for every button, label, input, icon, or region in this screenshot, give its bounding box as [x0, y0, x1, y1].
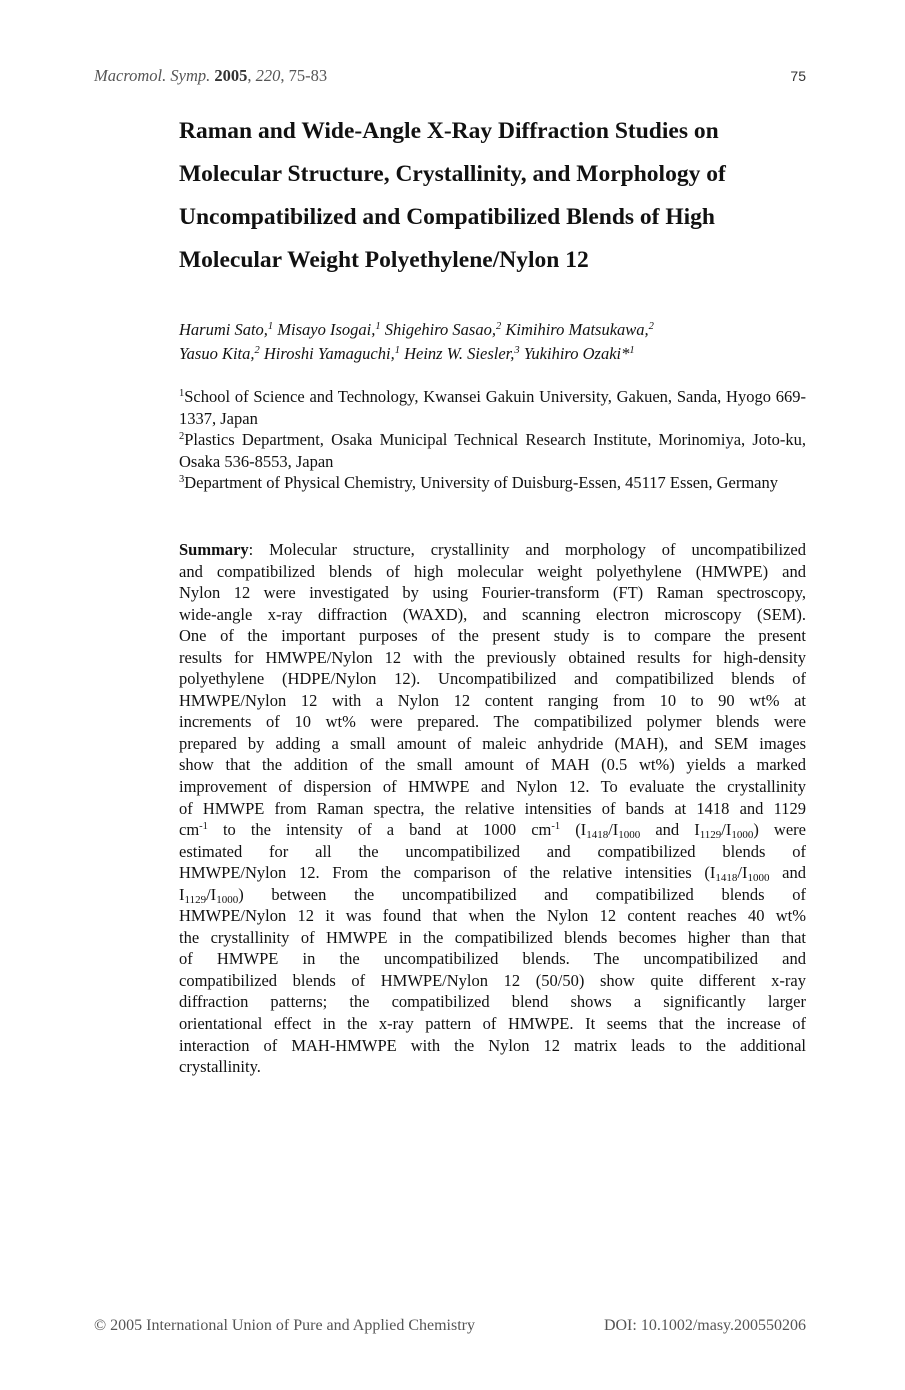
author-name: Yasuo Kita [179, 344, 251, 363]
summary-text: cm [179, 820, 200, 840]
summary-line: and compatibilized blends of high molecular weight polyethylene (HMWPE) and [179, 561, 806, 581]
author-list [179, 318, 819, 366]
title-line: Molecular Weight Polyethylene/Nylon 12 [179, 247, 589, 273]
affiliation-number: 2 [179, 431, 185, 443]
summary-line: wide-angle x-ray diffraction (WAXD), and scanning electron microscopy (SEM). [179, 604, 806, 624]
author-name: Misayo Isogai [277, 320, 372, 339]
affiliation [179, 429, 806, 472]
summary-line: show that the addition of the small amount of MAH (0.5 wt%) yields a marked [179, 755, 806, 775]
author-line: Harumi Sato,$^1$ Misayo Isogai,$^1$ Shigehiro Sasao,$^2$ Kimihiro Matsukawa,$^2$ [179, 320, 654, 339]
summary-text: : Molecular structure, crystallinity and morphology of uncompatibilized [248, 540, 806, 559]
summary-text: and I [640, 820, 700, 840]
summary-line: polyethylene (HDPE/Nylon 12). Uncompatibilized and compatibilized blends of [179, 669, 806, 689]
author-name: Harumi Sato [179, 320, 264, 339]
summary-line: of HMWPE in the uncompatibilized blends. The uncompatibilized and [179, 949, 806, 969]
summary-line: improvement of dispersion of HMWPE and Nylon 12. To evaluate the crystallinity [179, 777, 806, 797]
summary-abstract [179, 539, 806, 1078]
affiliation [179, 386, 806, 429]
title-line: Molecular Structure, Crystallinity, and Morphology of [179, 161, 726, 187]
subscript: 1129 [699, 829, 722, 842]
author-name: Shigehiro Sasao [384, 320, 492, 339]
summary-text: /I [608, 820, 619, 840]
summary-line: results for HMWPE/Nylon 12 with the previously obtained results for high-density [179, 647, 806, 667]
affiliation-number: 1 [179, 388, 185, 399]
summary-text: and [769, 863, 806, 883]
title-line: Raman and Wide-Angle X-Ray Diffraction Studies on [179, 118, 719, 144]
author-name: Yukihiro Ozaki* [523, 344, 630, 363]
summary-line: prepared by adding a small amount of maleic anhydride (MAH), and SEM images [179, 733, 806, 753]
summary-text: /I [737, 863, 748, 883]
article-title [179, 110, 819, 282]
subscript: 1000 [747, 872, 770, 885]
summary-line [179, 862, 806, 884]
superscript: -1 [199, 821, 208, 833]
summary-line: estimated for all the uncompatibilized and compatibilized blends of [179, 841, 806, 861]
summary-line: HMWPE/Nylon 12 with a Nylon 12 content ranging from 10 to 90 wt% at [179, 690, 806, 710]
summary-line: crystallinity. [179, 1057, 261, 1077]
summary-text: HMWPE/Nylon 12. From the comparison of the relative intensities (I [179, 863, 716, 883]
summary-line: HMWPE/Nylon 12 it was found that when the Nylon 12 content reaches 40 wt% [179, 906, 806, 926]
journal-year: 2005 [214, 66, 248, 85]
summary-line [179, 819, 806, 841]
author-name: Kimihiro Matsukawa [505, 320, 645, 339]
author-affiliation-mark: 1 [375, 321, 381, 332]
summary-line: the crystallinity of HMWPE in the compatibilized blends becomes higher than that [179, 927, 806, 947]
superscript: -1 [551, 821, 561, 833]
summary-line [179, 539, 806, 561]
subscript: 1418 [715, 872, 738, 885]
journal-pages: 75-83 [288, 66, 328, 85]
copyright-notice: © 2005 International Union of Pure and Applied Chemistry [94, 1317, 475, 1334]
author-name: Hiroshi Yamaguchi [263, 344, 391, 363]
affiliation-text: Department of Physical Chemistry, University of Duisburg-Essen, 45117 Essen, Germany [184, 473, 779, 493]
page-number: 75 [790, 68, 806, 84]
journal-name: Macromol. Symp. [94, 66, 211, 85]
summary-text: ) were [753, 820, 806, 840]
summary-line: interaction of MAH-HMWPE with the Nylon 12 matrix leads to the additional [179, 1035, 806, 1055]
summary-text: /I [206, 884, 217, 904]
author-affiliation-mark: 1 [629, 345, 635, 356]
author-affiliation-mark: 3 [514, 345, 520, 356]
summary-line: Nylon 12 were investigated by using Fourier-transform (FT) Raman spectroscopy, [179, 583, 806, 603]
summary-line: orientational effect in the x-ray pattern of HMWPE. It seems that the increase of [179, 1014, 806, 1034]
affiliation [179, 472, 806, 494]
doi: DOI: 10.1002/masy.200550206 [603, 1317, 806, 1334]
summary-label: Summary [179, 540, 249, 559]
author-affiliation-mark: 1 [394, 345, 400, 356]
summary-line: diffraction patterns; the compatibilized blend shows a significantly larger [179, 992, 806, 1012]
summary-text: (I [560, 820, 587, 840]
affiliation-number: 3 [179, 474, 185, 486]
summary-line: increments of 10 wt% were prepared. The compatibilized polymer blends were [179, 712, 806, 732]
title-line: Uncompatibilized and Compatibilized Blends of High [179, 204, 716, 230]
summary-line: of HMWPE from Raman spectra, the relative intensities of bands at 1418 and 1129 [179, 798, 806, 818]
summary-line: compatibilized blends of HMWPE/Nylon 12 (50/50) show quite different x-ray [179, 970, 806, 990]
summary-text: ) between the uncompatibilized and compatibilized blends of [238, 884, 806, 904]
author-affiliation-mark: 2 [648, 321, 654, 332]
subscript: 1129 [184, 893, 207, 906]
affiliation-text: School of Science and Technology, Kwansei Gakuin University, Gakuen, Sanda, Hyogo 669-1337, Japan [179, 387, 806, 428]
author-affiliation-mark: 2 [254, 345, 260, 356]
page-footer [94, 1317, 806, 1335]
subscript: 1000 [618, 829, 641, 842]
author-affiliation-mark: 2 [495, 321, 502, 332]
author-name: Heinz W. Siesler [404, 344, 511, 363]
author-affiliation-mark: 1 [267, 321, 274, 332]
summary-text: /I [721, 820, 732, 840]
affiliation-list [179, 386, 806, 494]
summary-text: to the intensity of a band at 1000 cm [207, 820, 552, 840]
author-line: Yasuo Kita,$^2$ Hiroshi Yamaguchi,$^1$ Heinz W. Siesler,$^3$ Yukihiro Ozaki*$^1$ [179, 344, 635, 363]
summary-text: I [179, 884, 185, 904]
subscript: 1418 [586, 829, 609, 842]
running-head: Macromol. Symp. 2005, 220, 75-83 75 [94, 66, 806, 85]
summary-line: One of the important purposes of the present study is to compare the present [179, 626, 806, 646]
affiliation-text: Plastics Department, Osaka Municipal Technical Research Institute, Morinomiya, Joto-ku, Osaka 536-8553, Japan [179, 430, 806, 471]
summary-line [179, 884, 806, 906]
subscript: 1000 [216, 893, 239, 906]
subscript: 1000 [731, 829, 754, 842]
journal-volume: 220 [255, 66, 281, 85]
